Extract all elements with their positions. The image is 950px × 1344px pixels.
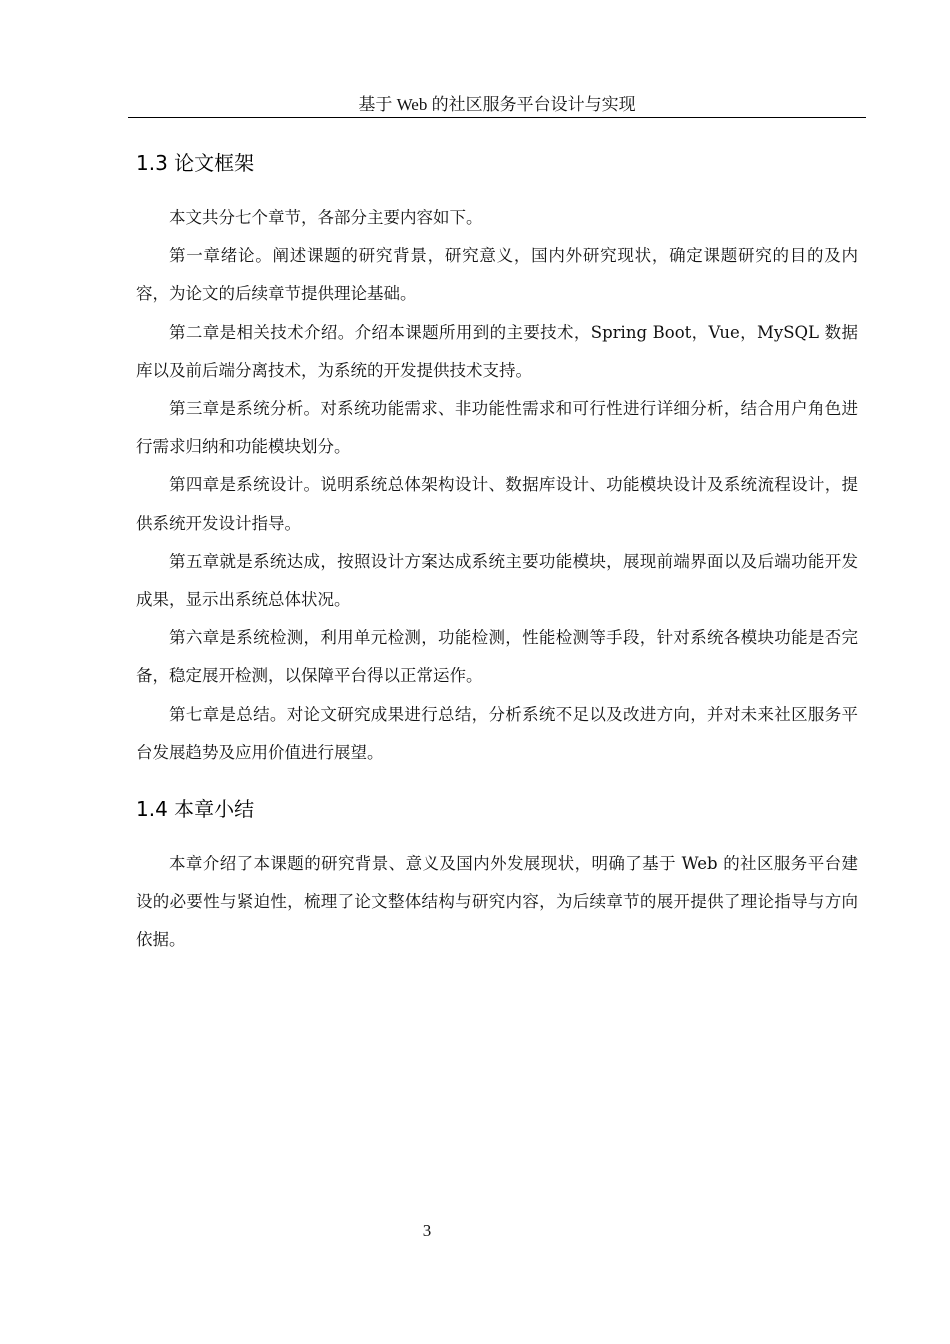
paragraph: 第三章是系统分析。对系统功能需求、非功能性需求和可行性进行详细分析，结合用户角色进行需求归纳和功能模块划分。 <box>136 399 858 457</box>
paragraph: 第四章是系统设计。说明系统总体架构设计、数据库设计、功能模块设计及系统流程设计，提供系统开发设计指导。 <box>136 475 858 533</box>
paragraph: 第五章就是系统达成，按照设计方案达成系统主要功能模块，展现前端界面以及后端功能开发成果，显示出系统总体状况。 <box>136 551 858 610</box>
paragraph: 第二章是相关技术介绍。介绍本课题所用到的主要技术，Spring Boot，Vue，MySQL 数据库以及前后端分离技术，为系统的开发提供技术支持。 <box>136 322 858 380</box>
header-divider <box>128 117 866 118</box>
running-header: 基于 Web 的社区服务平台设计与实现 <box>358 95 636 114</box>
paragraph: 第七章是总结。对论文研究成果进行总结，分析系统不足以及改进方向，并对未来社区服务平台发展趋势及应用价值进行展望。 <box>136 704 858 762</box>
paragraph: 本文共分七个章节，各部分主要内容如下。 <box>169 208 483 227</box>
section-heading-1-3: 1.3 论文框架 <box>136 151 255 175</box>
paragraph: 第六章是系统检测，利用单元检测，功能检测，性能检测等手段，针对系统各模块功能是否完备，稳定展开检测，以保障平台得以正常运作。 <box>136 628 858 686</box>
paragraph: 本章介绍了本课题的研究背景、意义及国内外发展现状，明确了基于 Web 的社区服务平台建设的必要性与紧迫性，梳理了论文整体结构与研究内容，为后续章节的展开提供了理论指导与方向依据。 <box>136 854 858 950</box>
paragraph: 第一章绪论。阐述课题的研究背景，研究意义，国内外研究现状，确定课题研究的目的及内容，为论文的后续章节提供理论基础。 <box>136 246 858 304</box>
section-body-1-3 <box>136 199 858 772</box>
section-heading-1-4: 1.4 本章小结 <box>136 797 255 821</box>
section-body-1-4 <box>136 845 858 960</box>
page-number: 3 <box>422 1221 432 1240</box>
